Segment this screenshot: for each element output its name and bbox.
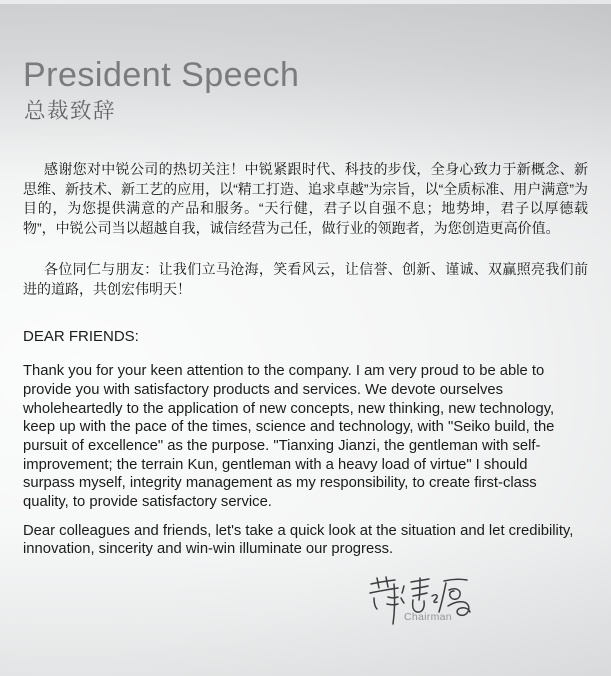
page-title: President Speech <box>23 56 300 94</box>
english-speech-section <box>23 327 588 559</box>
page-subtitle: 总裁致辞 <box>24 99 117 124</box>
page-header <box>23 0 588 124</box>
chinese-paragraph-1: 感谢您对中锐公司的热切关注！中锐紧跟时代、科技的步伐，全身心致力于新概念、新思维、新技术、新工艺的应用，以“精工打造、追求卓越”为宗旨，以“全质标准、用户满意”为目的，为您提供满意的产品和服务。“天行健，君子以自强不息；地势坤，君子以厚德载物”，中锐公司当以超越自我，诚信经营为己任，做行业的领跑者，为您创造更高价值。 <box>23 161 588 236</box>
salutation: DEAR FRIENDS: <box>23 328 139 346</box>
english-paragraph-1: Thank you for your keen attention to the company. I am very proud to be able to provide you with satisfactory products and services. We devote ourselves wholeheartedly to the application of new concepts, new thinking, new technology, keep up with the pace of the times, science and technology, with "Seiko build, the pursuit of excellence" as the purpose. "Tianxing Jianzi, the gentleman with self-improvement; the terrain Kun, gentleman with a heavy load of virtue" I should surpass myself, integrity management as my responsibility, to create first-class quality, to provide satisfactory service. <box>23 363 555 511</box>
chinese-paragraph-2: 各位同仁与朋友：让我们立马沧海，笑看风云，让信誉、创新、谨诚、双赢照亮我们前进的道路，共创宏伟明天！ <box>23 261 588 297</box>
signature-title: Chairman <box>404 611 452 623</box>
chinese-speech-section <box>23 160 588 299</box>
english-paragraph-2: Dear colleagues and friends, let's take a quick look at the situation and let credibility, innovation, sincerity and win-win illuminate our progress. <box>23 522 574 558</box>
signature-block <box>368 572 473 630</box>
